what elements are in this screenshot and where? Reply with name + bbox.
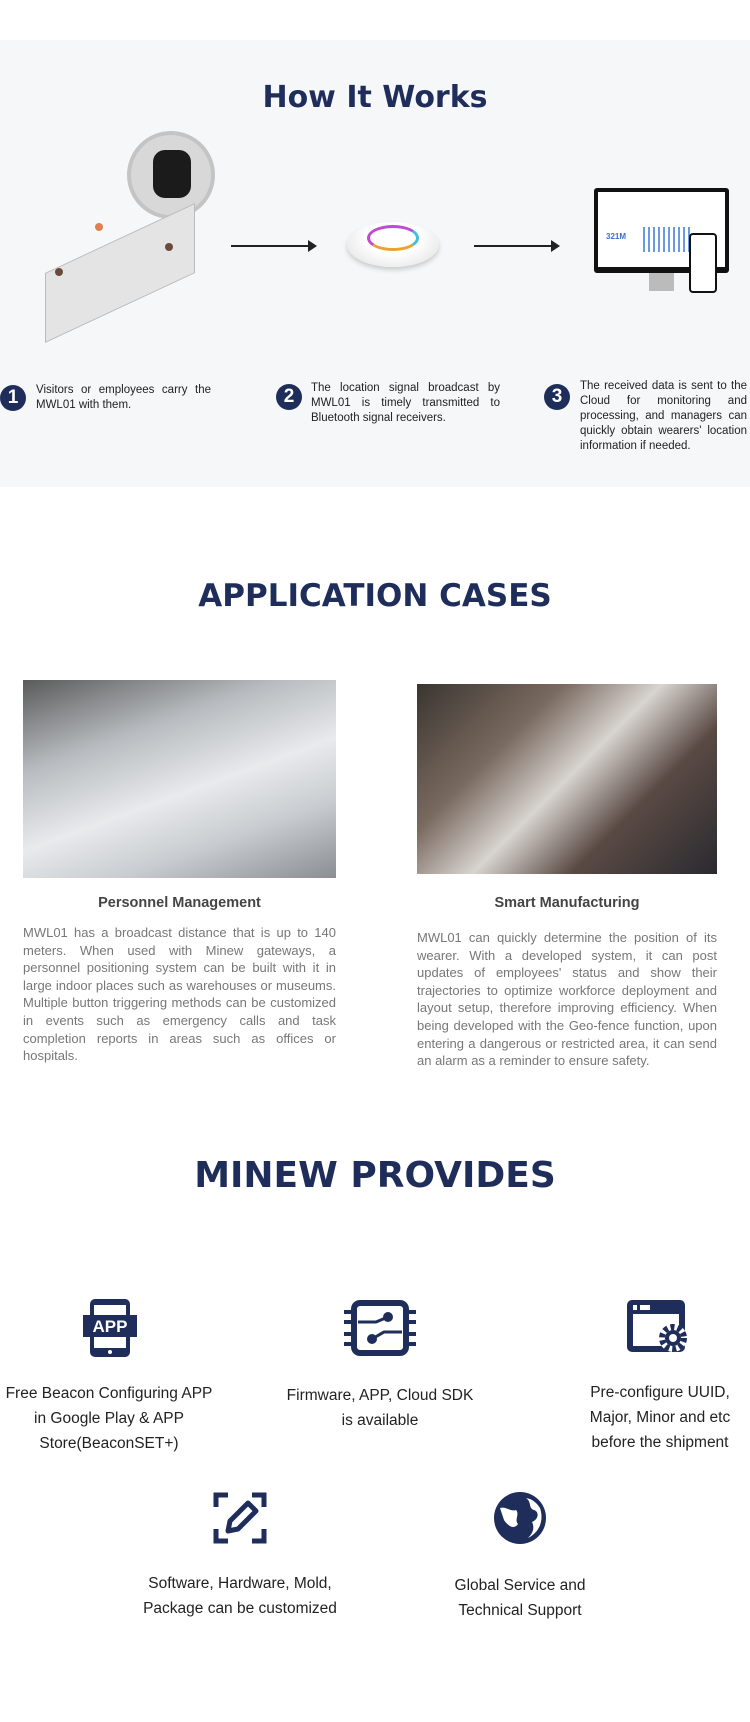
person-head (95, 223, 103, 231)
arrow-icon (231, 245, 315, 247)
step-number-3: 3 (544, 384, 570, 410)
case-title-manufacturing: Smart Manufacturing (494, 895, 640, 911)
app-icon-text: APP (92, 1317, 128, 1336)
step-number-1: 1 (0, 385, 26, 411)
case-body-personnel: MWL01 has a broadcast distance that is up to 140 meters. When used with Minew gateways, a personnel positioning system can be built with it in large indoor places such as warehouses or museums. Multiple button triggering methods can be customized in events such as emergency calls and task completion reports in areas such as offices or hospitals. (23, 925, 336, 1064)
monitor-dashboard-image (594, 188, 729, 298)
arrow-icon (474, 245, 558, 247)
step-1-text: Visitors or employees carry the MWL01 with them. (36, 384, 211, 411)
step-number-2: 2 (276, 384, 302, 410)
warehouse-escalator-image (23, 680, 336, 878)
dashboard-value: 321M (606, 232, 627, 241)
provide-label-support: Global Service and Technical Support (454, 1577, 586, 1619)
minew-provides-title: MINEW PROVIDES (194, 1155, 556, 1196)
phone-image (689, 233, 717, 293)
app-icon (82, 1298, 138, 1358)
globe-icon (492, 1490, 548, 1546)
office-illustration (35, 128, 215, 333)
chip-icon (344, 1300, 416, 1356)
step-3-text: The received data is sent to the Cloud for monitoring and processing, and managers can quickly obtain wearers' location information if needed. (580, 380, 747, 452)
dashboard-bars (643, 227, 693, 252)
monitor-stand (649, 273, 674, 291)
bluetooth-gateway-image (347, 222, 439, 267)
mwl01-tag-icon (153, 150, 191, 198)
crowd-image (417, 684, 717, 874)
gateway-led-ring (367, 225, 419, 251)
application-cases-title: APPLICATION CASES (198, 578, 552, 614)
case-title-personnel: Personnel Management (98, 895, 261, 911)
provide-label-preconfigure: Pre-configure UUID, Major, Minor and etc before the shipment (589, 1384, 731, 1451)
provide-label-sdk: Firmware, APP, Cloud SDK is available (286, 1387, 474, 1429)
edit-icon (212, 1491, 268, 1545)
provide-label-custom: Software, Hardware, Mold, Package can be customized (143, 1575, 337, 1617)
how-it-works-title: How It Works (262, 80, 488, 115)
window-gear-icon (627, 1300, 693, 1356)
office-desk (45, 203, 195, 343)
provide-label-app: Free Beacon Configuring APP in Google Play & APP Store(BeaconSET+) (5, 1385, 213, 1452)
person-head (165, 243, 173, 251)
step-2-text: The location signal broadcast by MWL01 is timely transmitted to Bluetooth signal receivers. (311, 382, 500, 424)
person-head (55, 268, 63, 276)
case-body-manufacturing: MWL01 can quickly determine the position of its wearer. With a developed system, it can post updates of employees' status and show their trajectories to optimize workforce deployment and layout setup, therefore improving efficiency. When being developed with the Geo-fence function, upon entering a dangerous or restricted area, it can send an alarm as a reminder to ensure safety. (417, 930, 717, 1069)
